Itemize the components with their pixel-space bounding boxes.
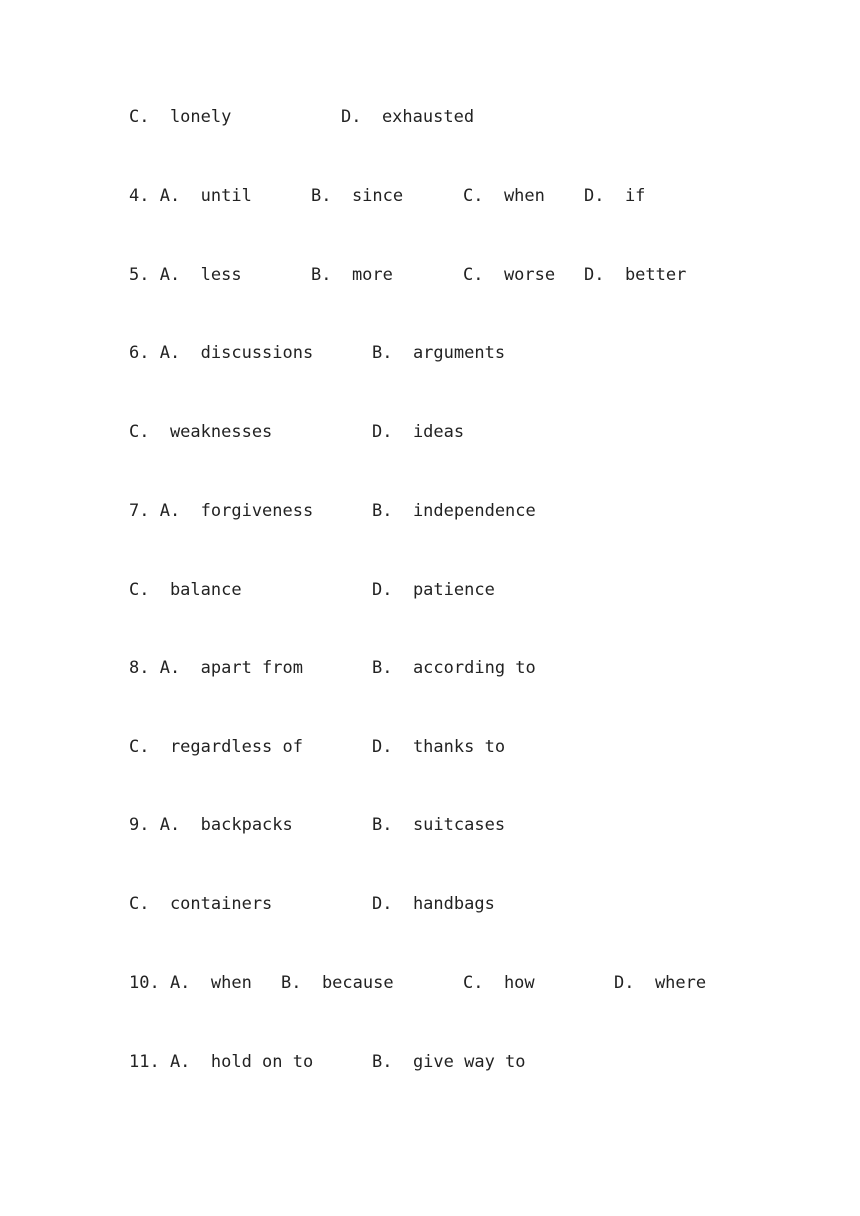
- question-9-options-ab: [129, 813, 506, 837]
- question-7-options-cd: [129, 578, 495, 602]
- option-d: D. patience: [372, 580, 495, 600]
- option-b: B. according to: [372, 658, 536, 678]
- option-a: 10. A. when: [129, 973, 252, 993]
- option-a: 11. A. hold on to: [129, 1052, 314, 1072]
- option-c: C. worse: [463, 265, 556, 285]
- question-8-options-cd: [129, 735, 506, 759]
- option-a: 9. A. backpacks: [129, 815, 293, 835]
- option-c: C. balance: [129, 580, 242, 600]
- option-d: D. ideas: [372, 422, 465, 442]
- option-a: 7. A. forgiveness: [129, 501, 314, 521]
- question-6-options-cd: [129, 420, 465, 444]
- option-c: C. when: [463, 186, 545, 206]
- option-a: 8. A. apart from: [129, 658, 303, 678]
- option-a: 4. A. until: [129, 186, 252, 206]
- option-c: C. containers: [129, 894, 273, 914]
- option-line-q3-cd: [129, 105, 475, 129]
- option-b: B. suitcases: [372, 815, 506, 835]
- question-6-options-ab: [129, 341, 506, 365]
- option-b: B. give way to: [372, 1052, 526, 1072]
- option-c: C. regardless of: [129, 737, 303, 757]
- question-10-options: [129, 971, 707, 995]
- option-d: D. exhausted: [341, 107, 475, 127]
- option-a: 6. A. discussions: [129, 343, 314, 363]
- option-b: B. more: [311, 265, 393, 285]
- question-5-options: [129, 263, 687, 287]
- question-7-options-ab: [129, 499, 536, 523]
- option-b: B. because: [281, 973, 394, 993]
- question-11-options-ab: [129, 1050, 526, 1074]
- option-c: C. how: [463, 973, 535, 993]
- option-b: B. arguments: [372, 343, 506, 363]
- option-d: D. handbags: [372, 894, 495, 914]
- question-9-options-cd: [129, 892, 495, 916]
- option-b: B. independence: [372, 501, 536, 521]
- option-d: D. where: [614, 973, 707, 993]
- option-d: D. if: [584, 186, 646, 206]
- option-d: D. better: [584, 265, 687, 285]
- question-8-options-ab: [129, 656, 536, 680]
- option-d: D. thanks to: [372, 737, 506, 757]
- option-a: 5. A. less: [129, 265, 242, 285]
- option-c: C. weaknesses: [129, 422, 273, 442]
- option-b: B. since: [311, 186, 404, 206]
- question-4-options: [129, 184, 646, 208]
- option-c: C. lonely: [129, 107, 232, 127]
